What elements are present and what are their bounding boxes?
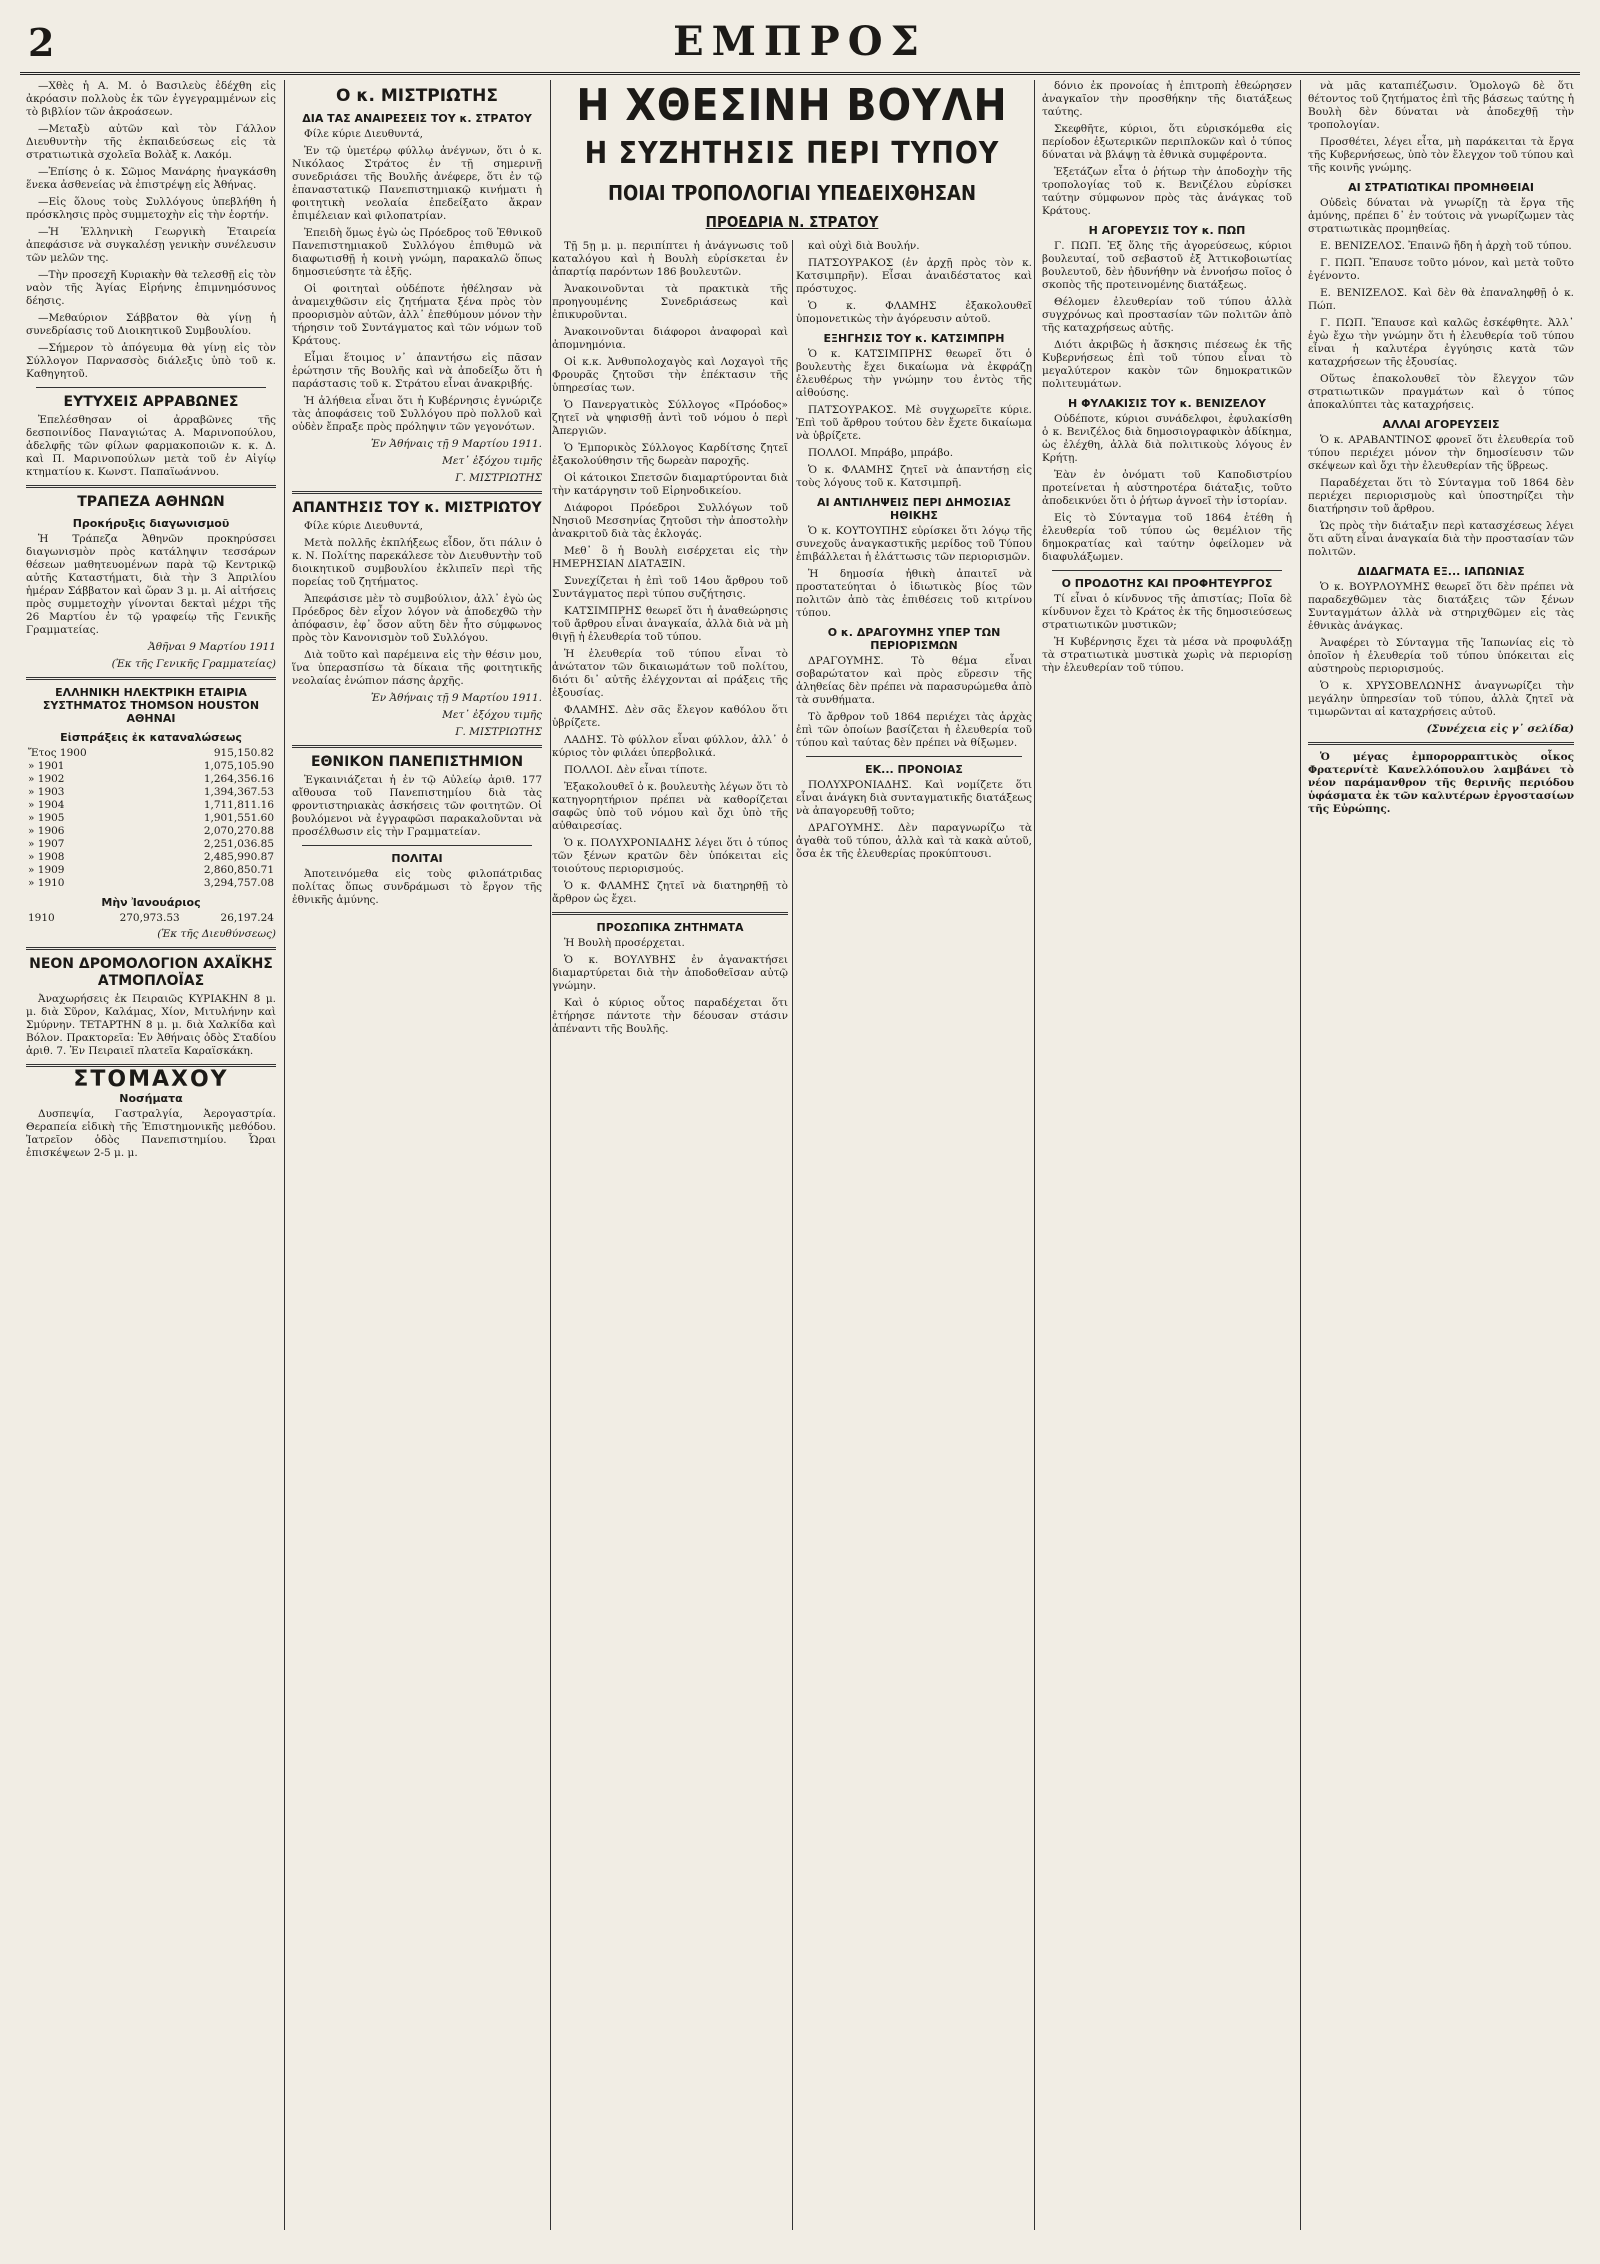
table-cell: 1,264,356.16 (203, 773, 274, 785)
speech-paragraph: Σκεφθῆτε, κύριοι, ὅτι εὑρισκόμεθα εἰς περίοδον ἐξωτερικῶν περιπλοκῶν καὶ ὁ τύπος δύναται νὰ βλάψῃ τὰ ἐθνικὰ συμφέροντα. (1042, 123, 1292, 161)
report-paragraph: Ὁ κ. ΦΛΑΜΗΣ ζητεῖ νὰ διατηρηθῇ τὸ ἄρθρον ὡς ἔχει. (552, 880, 788, 905)
speech-paragraph: Προσθέτει, λέγει εἶτα, μὴ παράκειται τὰ ἔργα τῆς Κυβερνήσεως, ὑπὸ τὸν ἔλεγχον τοῦ τύπου καὶ τῆς κοινῆς γνώμης. (1308, 136, 1574, 174)
electric-subheading: Εἰσπράξεις ἐκ καταναλώσεως (60, 731, 242, 744)
speech-paragraph: Ὁ κ. ΧΡΥΣΟΒΕΛΩΝΗΣ ἀναγνωρίζει τὴν μεγάλην ὑπηρεσίαν τοῦ τύπου, ἀλλὰ ζητεῖ νὰ τιμωρῶνται αἱ καταχρήσεις αὐτοῦ. (1308, 680, 1574, 718)
section-heading: ΑΙ ΑΝΤΙΛΗΨΕΙΣ ΠΕΡΙ ΔΗΜΟΣΙΑΣ ΗΘΙΚΗΣ (816, 496, 1012, 522)
betrothal-heading: ΕΥΤΥΧΕΙΣ ΑΡΡΑΒΩΝΕΣ (63, 394, 239, 410)
table-row (26, 864, 276, 877)
speech-paragraph: Ἀναφέρει τὸ Σύνταγμα τῆς Ἰαπωνίας εἰς τὸ ὁποῖον ἡ ἐλευθερία τοῦ τύπου ὑπόκειται εἰς αὐστηροὺς περιορισμούς. (1308, 637, 1574, 675)
table-cell: » 1902 (28, 773, 65, 785)
stomach-ad-heading: ΣΤΟΜΑΧΟΥ (73, 1067, 229, 1092)
table-row (26, 786, 276, 799)
news-item: —Σήμερον τὸ ἀπόγευμα θὰ γίνῃ εἰς τὸν Σύλλογον Παρνασσὸς διάλεξις ὑπὸ τοῦ κ. Καθηγητοῦ. (26, 342, 276, 380)
news-item: —Τὴν προσεχῆ Κυριακὴν θὰ τελεσθῇ εἰς τὸν ναὸν τῆς Ἁγίας Εἰρήνης ἐπιμνημόσυνος δέησις. (26, 269, 276, 307)
separator (1308, 742, 1574, 745)
speech-paragraph: Οὐδέποτε, κύριοι συνάδελφοι, ἐφυλακίσθη ὁ κ. Βενιζέλος διὰ δημοσιογραφικὸν ἀδίκημα, ὡς ἐλέχθη, ἀλλὰ διὰ πολιτικοὺς λόγους ἐν Κρήτῃ. (1042, 413, 1292, 464)
citizens-heading: ΠΟΛΙΤΑΙ (391, 852, 443, 865)
report-paragraph: καὶ οὐχὶ διὰ Βουλήν. (808, 240, 920, 252)
table-cell: 1910 (28, 912, 55, 924)
reply-signature: Γ. ΜΙΣΤΡΙΩΤΗΣ (455, 726, 542, 738)
main-deck: ΠΟΙΑΙ ΤΡΟΠΟΛΟΓΙΑΙ ΥΠΕΔΕΙΧΘΗΣΑΝ (607, 181, 977, 205)
report-paragraph: Διάφοροι Πρόεδροι Συλλόγων τοῦ Νησιοῦ Μεσσηνίας ζητοῦσι τὴν ἀποστολὴν ἀνακριτοῦ διὰ τὰς ἐκλογάς. (552, 502, 788, 540)
letter-signature: Γ. ΜΙΣΤΡΙΩΤΗΣ (455, 472, 542, 484)
report-paragraph: ΠΟΛΛΟΙ. Μπράβο, μπράβο. (808, 447, 954, 459)
section-heading: Ο κ. ΔΡΑΓΟΥΜΗΣ ΥΠΕΡ ΤΩΝ ΠΕΡΙΟΡΙΣΜΩΝ (827, 626, 1001, 652)
speech-paragraph: δόνιο ἐκ προνοίας ἡ ἐπιτροπὴ ἐθεώρησεν ἀναγκαῖον τὴν προσθήκην τῆς διατάξεως ταύτης. (1042, 80, 1292, 118)
main-subheadline: Η ΣΥΖΗΤΗΣΙΣ ΠΕΡΙ ΤΥΠΟΥ (584, 136, 1000, 171)
separator (552, 912, 788, 915)
column-speeches-continued (1302, 80, 1580, 2230)
report-paragraph: Ἀνακοινοῦνται τὰ πρακτικὰ τῆς προηγουμένης Συνεδριάσεως καὶ ἐπικυροῦνται. (552, 283, 788, 321)
main-subcolumns (552, 240, 1032, 2230)
letter-subheading: ΔΙΑ ΤΑΣ ΑΝΑΙΡΕΣΕΙΣ ΤΟΥ κ. ΣΤΡΑΤΟΥ (302, 112, 532, 125)
speech-paragraph: Διότι ἀκριβῶς ἡ ἄσκησις πιέσεως ἐκ τῆς Κυβερνήσεως ἐπὶ τοῦ τύπου εἶναι τὸ μεγαλύτερον κακὸν τῶν δημοκρατικῶν πολιτευμάτων. (1042, 339, 1292, 390)
bank-heading: ΤΡΑΠΕΖΑ ΑΘΗΝΩΝ (77, 494, 225, 510)
receipts-footer: (Ἐκ τῆς Διευθύνσεως) (157, 928, 276, 940)
steamship-heading: ΝΕΟΝ ΔΡΟΜΟΛΟΓΙΟΝ ΑΧΑΪΚΗΣ ΑΤΜΟΠΛΟΪΑΣ (29, 956, 273, 989)
column-rule (550, 80, 551, 2230)
speech-paragraph: Θέλομεν ἐλευθερίαν τοῦ τύπου ἀλλὰ συγχρόνως καὶ προστασίαν τῶν πολιτῶν ἀπὸ τῆς καταχρήσεως αὐτῆς. (1042, 296, 1292, 334)
report-paragraph: Ὁ κ. ΚΟΥΤΟΥΠΗΣ εὑρίσκει ὅτι λόγῳ τῆς συνεχοῦς ἀναγκαστικῆς μερίδος τοῦ Τύπου ἐπιβάλλεται ἡ ἐλάττωσις τῶν περιορισμῶν. (796, 525, 1032, 563)
report-paragraph: Τῇ 5ῃ μ. μ. περιπίπτει ἡ ἀνάγνωσις τοῦ καταλόγου καὶ ἡ Βουλὴ εὑρίσκεται ἐν ἀπαρτίᾳ παρόντων 186 βουλευτῶν. (552, 240, 788, 278)
letter-heading: Ο κ. ΜΙΣΤΡΙΩΤΗΣ (336, 86, 498, 106)
table-cell: 3,294,757.08 (203, 877, 274, 889)
letter-paragraph: Ἡ ἀλήθεια εἶναι ὅτι ἡ Κυβέρνησις ἐγνώριζε τὰς ἀποφάσεις τοῦ Συλλόγου πρὸ πολλοῦ καὶ οὐδὲν ἔπραξε πρὸς πρόληψιν τῶν γεγονότων. (292, 395, 542, 433)
university-heading: ΕΘΝΙΚΟΝ ΠΑΝΕΠΙΣΤΗΜΙΟΝ (310, 754, 524, 770)
reply-date: Ἐν Ἀθήναις τῇ 9 Μαρτίου 1911. (370, 692, 542, 704)
separator (292, 491, 542, 494)
page-number: 2 (28, 20, 55, 65)
main-presidency: ΠΡΟΕΔΡΙΑ Ν. ΣΤΡΑΤΟΥ (705, 213, 879, 231)
table-cell: » 1901 (28, 760, 65, 772)
university-text: Ἐγκαινιάζεται ἡ ἐν τῷ Αὐλείῳ ἀριθ. 177 αἴθουσα τοῦ Πανεπιστημίου διὰ τὰς φροντιστηριακὰς ἀσκήσεις τῶν φοιτητῶν. Οἱ βουλόμενοι νὰ ἐγγραφῶσι παρακαλοῦνται νὰ προσέλθωσιν εἰς τὴν Γραμματείαν. (292, 774, 542, 838)
letter-paragraph: Οἱ φοιτηταὶ οὐδέποτε ἠθέλησαν νὰ ἀναμειχθῶσιν εἰς ζητήματα ξένα πρὸς τὸν προορισμὸν αὐτῶν, ἀλλ᾽ ἐπεθύμουν μόνον τὴν τήρησιν τοῦ Συντάγματος καὶ τῶν νόμων τοῦ Κράτους. (292, 283, 542, 347)
bank-signature: (Ἐκ τῆς Γενικῆς Γραμματείας) (111, 658, 276, 670)
personal-paragraph: Καὶ ὁ κύριος οὗτος παραδέχεται ὅτι ἐτήρησε πάντοτε τὴν δέουσαν στάσιν ἀπέναντι τῆς Βουλῆς. (552, 997, 788, 1035)
table-cell: 1,075,105.90 (203, 760, 274, 772)
report-paragraph: ΛΑΔΗΣ. Τὸ φύλλον εἶναι φύλλον, ἀλλ᾽ ὁ κύριος τὸν φιλάει ὑπερβολικά. (552, 734, 788, 759)
table-row (26, 747, 276, 760)
report-paragraph: Ὁ Ἐμπορικὸς Σύλλογος Καρδίτσης ζητεῖ ἐξακολούθησιν τῆς δωρεὰν παροχῆς. (552, 442, 788, 467)
table-cell: 915,150.82 (213, 747, 274, 759)
news-item: —Χθὲς ἡ Α. Μ. ὁ Βασιλεὺς ἐδέχθη εἰς ἀκρόασιν πολλοὺς ἐκ τῶν ἐγγεγραμμένων εἰς τὸ βιβλίον τῶν ἀκροάσεων. (26, 80, 276, 118)
personal-paragraph: Ἡ Βουλὴ προσέρχεται. (564, 937, 685, 949)
table-row (26, 799, 276, 812)
separator (302, 845, 532, 846)
section-heading: Ο ΠΡΟΔΟΤΗΣ ΚΑΙ ΠΡΟΦΗΤΕΥΡΓΟΣ (1061, 577, 1273, 590)
report-paragraph: Ἡ ἐλευθερία τοῦ τύπου εἶναι τὸ ἀνώτατον τῶν δικαιωμάτων τοῦ πολίτου, διότι δι᾽ αὐτῆς ἐλέγχονται αἱ πράξεις τῆς ἐξουσίας. (552, 648, 788, 699)
table-row (26, 912, 276, 925)
report-paragraph: Συνεχίζεται ἡ ἐπὶ τοῦ 14ου ἄρθρου τοῦ Συντάγματος περὶ τύπου συζήτησις. (552, 575, 788, 600)
news-item: —Μεταξὺ αὐτῶν καὶ τὸν Γάλλον Διευθυντὴν τῆς ἐκπαιδεύσεως εἰς τὰ στρατιωτικὰ σχολεῖα Βολὰξ κ. Λακόμ. (26, 123, 276, 161)
receipts-table (26, 747, 276, 890)
section-heading: Η ΑΓΟΡΕΥΣΙΣ ΤΟΥ κ. ΠΩΠ (1088, 224, 1246, 237)
section-heading: ΑΛΛΑΙ ΑΓΟΡΕΥΣΕΙΣ (1382, 418, 1500, 431)
separator (26, 485, 276, 488)
main-story (552, 80, 1032, 2230)
columns (20, 80, 1580, 2230)
speech-paragraph: Ὡς πρὸς τὴν διάταξιν περὶ κατασχέσεως λέγει ὅτι αὕτη εἶναι ἀναγκαία διὰ τὴν προστασίαν τῶν πολιτῶν. (1308, 520, 1574, 558)
betrothal-text: Ἐπελέσθησαν οἱ ἀρραβῶνες τῆς δεσποινίδος Παναγιώτας Α. Μαρινοπούλου, ἀδελφῆς τῶν φίλων φαρμακοποιῶν κ. κ. Δ. καὶ Π. Μαρινοπούλων μετὰ τοῦ ἐν Αἰγίῳ κτηματίου κ. Κωνστ. Παπαϊωάννου. (26, 414, 276, 478)
report-paragraph: ΠΟΛΛΟΙ. Δὲν εἶναι τίποτε. (564, 764, 708, 776)
report-paragraph: Οἱ κάτοικοι Σπετσῶν διαμαρτύρονται διὰ τὴν κατάργησιν τοῦ Εἰρηνοδικείου. (552, 472, 788, 497)
newspaper-page (20, 14, 1580, 2230)
table-cell: » 1904 (28, 799, 65, 811)
speech-paragraph: Ε. ΒΕΝΙΖΕΛΟΣ. Καὶ δὲν θὰ ἐπαναληφθῇ ὁ κ. Πώπ. (1308, 287, 1574, 312)
table-cell: » 1906 (28, 825, 65, 837)
section-heading: ΑΙ ΣΤΡΑΤΙΩΤΙΚΑΙ ΠΡΟΜΗΘΕΙΑΙ (1348, 181, 1534, 194)
letter-closing: Μετ᾽ ἐξόχου τιμῆς (442, 455, 542, 467)
speech-paragraph: Εἰς τὸ Σύνταγμα τοῦ 1864 ἐτέθη ἡ ἐλευθερία τοῦ τύπου ὡς θεμέλιον τῆς δημοκρατίας καὶ ταύτην ὀφείλομεν νὰ διαφυλάξωμεν. (1042, 512, 1292, 563)
table-cell: 26,197.24 (220, 912, 274, 924)
letter-greeting: Φίλε κύριε Διευθυντά, (304, 128, 424, 140)
speech-paragraph: Ε. ΒΕΝΙΖΕΛΟΣ. Ἐπαινῶ ἤδη ἡ ἀρχὴ τοῦ τύπου. (1320, 240, 1572, 252)
reply-paragraph: Μετὰ πολλῆς ἐκπλήξεως εἶδον, ὅτι πάλιν ὁ κ. Ν. Πολίτης παρεκάλεσε τὸν Διευθυντὴν τοῦ διοικητικοῦ συμβουλίου ἐκλιπεῖν περὶ τῆς πορείας τοῦ ζητήματος. (292, 537, 542, 588)
table-cell: 1,901,551.60 (203, 812, 274, 824)
stomach-ad-text: Δυσπεψία, Γαστραλγία, Ἀερογαστρία. Θεραπεία εἰδικὴ τῆς Ἐπιστημονικῆς μεθόδου. Ἰατρεῖον ὁδὸς Πανεπιστημίου. Ὧραι ἐπισκέψεων 2-5 μ. μ. (26, 1108, 276, 1159)
speech-paragraph: Τί εἶναι ὁ κίνδυνος τῆς ἀπιστίας; Ποῖα δὲ κίνδυνον ἔχει τὸ Κράτος ἐκ τῆς δημοσιεύσεως στρατιωτικῶν μυστικῶν; (1042, 593, 1292, 631)
report-paragraph: Ὁ κ. ΚΑΤΣΙΜΠΡΗΣ θεωρεῖ ὅτι ὁ βουλευτὴς ἔχει δικαίωμα νὰ ἐκφράζῃ ἐλευθέρως τὴν γνώμην του ἐντὸς τῆς αἰθούσης. (796, 348, 1032, 399)
electric-heading: ΕΛΛΗΝΙΚΗ ΗΛΕΚΤΡΙΚΗ ΕΤΑΙΡΙΑ ΣΥΣΤΗΜΑΤΟΣ THOMSON HOUSTON ΑΘΗΝΑΙ (42, 686, 260, 725)
table-row (26, 760, 276, 773)
speech-paragraph: νὰ μᾶς καταπιέζωσιν. Ὁμολογῶ δὲ ὅτι θέτοντος τοῦ ζητήματος ἐπὶ τῆς βάσεως ταύτης ἡ Βουλὴ δὲν δύναται νὰ ἀποδεχθῇ τὴν τροπολογίαν. (1308, 80, 1574, 131)
separator (26, 947, 276, 950)
news-item: —Ἡ Ἑλληνικὴ Γεωργικὴ Ἑταιρεία ἀπεφάσισε νὰ συγκαλέσῃ γενικὴν συνέλευσιν τῶν μελῶν της. (26, 226, 276, 264)
table-cell: 2,860,850.71 (203, 864, 274, 876)
main-subcolumn-right (796, 240, 1032, 2230)
table-cell: 2,070,270.88 (203, 825, 274, 837)
bank-subheading: Προκήρυξις διαγωνισμοῦ (72, 517, 230, 530)
table-cell: » 1909 (28, 864, 65, 876)
report-paragraph: ΠΟΛΥΧΡΟΝΙΑΔΗΣ. Καὶ νομίζετε ὅτι εἶναι ἀνάγκη διὰ συνταγματικῆς διατάξεως νὰ ἀπαγορευθῇ τοῦτο; (796, 779, 1032, 817)
speech-paragraph: Παραδέχεται ὅτι τὸ Σύνταγμα τοῦ 1864 δὲν περιέχει περιορισμοὺς καὶ ὑποστηρίζει τὴν διατήρησιν τοῦ ἄρθρου. (1308, 477, 1574, 515)
report-paragraph: ΔΡΑΓΟΥΜΗΣ. Δὲν παραγνωρίζω τὰ ἀγαθὰ τοῦ τύπου, ἀλλὰ καὶ τὰ κακὰ αὐτοῦ, ὅσα ἐκ τῆς ἐλευθερίας προκύπτουσι. (796, 822, 1032, 860)
news-item: —Εἰς ὅλους τοὺς Συλλόγους ὑπεβλήθη ἡ πρόσκλησις πρὸς συμμετοχὴν εἰς τὴν ἑορτήν. (26, 196, 276, 221)
table-cell: » 1907 (28, 838, 65, 850)
table-cell: Ἔτος 1900 (28, 747, 87, 759)
separator (26, 677, 276, 680)
table-cell: 2,485,990.87 (203, 851, 274, 863)
speech-paragraph: Ἐὰν ἐν ὀνόματι τοῦ Καποδιστρίου προτείνεται ἡ αὐστηροτέρα διάταξις, τοῦτο ἀποδεικνύει ὅτι ὁ ῥήτωρ ἀγνοεῖ τὴν ἱστορίαν. (1042, 469, 1292, 507)
speech-paragraph: Οὐδεὶς δύναται νὰ γνωρίζῃ τὰ ἔργα τῆς ἀμύνης, πρέπει δ᾽ ἐν τούτοις νὰ γνωρίζωμεν τὰς στρατιωτικὰς προμηθείας. (1308, 197, 1574, 235)
table-cell: » 1910 (28, 877, 65, 889)
separator (292, 745, 542, 748)
receipts-month: Μὴν Ἰανουάριος (101, 896, 201, 909)
speech-paragraph: Γ. ΠΩΠ. Ἔπαυσε καὶ καλῶς ἐσκέφθητε. Ἀλλ᾽ ἐγὼ ἔχω τὴν γνώμην ὅτι ἡ ἐλευθερία τοῦ τύπου εἶναι ἡ καλυτέρα ἐγγύησις κατὰ τῶν καταχρήσεων τῆς ἐξουσίας. (1308, 317, 1574, 368)
report-paragraph: Ὁ κ. ΠΟΛΥΧΡΟΝΙΑΔΗΣ λέγει ὅτι ὁ τύπος τῶν ξένων κρατῶν δὲν ὑπόκειται εἰς τοιούτους περιορισμούς. (552, 837, 788, 875)
reply-paragraph: Ἀπεφάσισε μὲν τὸ συμβούλιον, ἀλλ᾽ ἐγὼ ὡς Πρόεδρος δὲν εἶχον λόγον νὰ ἀποδεχθῶ τὴν ἀπόφασιν, ἐφ᾽ ὅσον αὕτη δὲν ἦτο σύμφωνος πρὸς τὸν Κανονισμὸν τοῦ Συλλόγου. (292, 593, 542, 644)
column-rule (1034, 80, 1035, 2230)
speech-paragraph: Ἡ Κυβέρνησις ἔχει τὰ μέσα νὰ προφυλάξῃ τὰ στρατιωτικὰ μυστικὰ χωρὶς νὰ περιορίσῃ τὴν ἐλευθερίαν τοῦ τύπου. (1042, 636, 1292, 674)
letter-paragraph: Ἐπειδὴ ὅμως ἐγὼ ὡς Πρόεδρος τοῦ Ἐθνικοῦ Πανεπιστημιακοῦ Συλλόγου ἐπιθυμῶ νὰ διαφωτισθῇ ἡ κοινὴ γνώμη, παρακαλῶ ὅπως δημοσιεύσητε τὰ ἑξῆς. (292, 227, 542, 278)
column-letters (286, 80, 548, 2230)
letter-date: Ἐν Ἀθήναις τῇ 9 Μαρτίου 1911. (370, 438, 542, 450)
personal-heading: ΠΡΟΣΩΠΙΚΑ ΖΗΤΗΜΑΤΑ (596, 921, 744, 934)
report-paragraph: Ὁ Πανεργατικὸς Σύλλογος «Πρόοδος» ζητεῖ νὰ ψηφισθῇ ἀντὶ τοῦ νόμου ὁ περὶ Ἀπεργιῶν. (552, 399, 788, 437)
section-heading: Η ΦΥΛΑΚΙΣΙΣ ΤΟΥ κ. ΒΕΝΙΖΕΛΟΥ (1068, 397, 1266, 410)
news-item: —Μεθαύριον Σάββατον θὰ γίνῃ ἡ συνεδρίασις τοῦ Διοικητικοῦ Συμβουλίου. (26, 312, 276, 337)
citizens-text: Ἀποτεινόμεθα εἰς τοὺς φιλοπάτριδας πολίτας ὅπως συνδράμωσι τὸ ἔργον τῆς ἐθνικῆς ἀμύνης. (292, 868, 542, 906)
reply-paragraph: Διὰ τοῦτο καὶ παρέμεινα εἰς τὴν θέσιν μου, ἵνα ὑπερασπίσω τὰ δίκαια τῆς φοιτητικῆς νεολαίας ἐνώπιον πάσης ἀρχῆς. (292, 649, 542, 687)
column-rule (1300, 80, 1301, 2230)
table-cell: 1,711,811.16 (203, 799, 274, 811)
separator (806, 756, 1022, 757)
speech-paragraph: Γ. ΠΩΠ. Ἔπαυσε τοῦτο μόνον, καὶ μετὰ τοῦτο ἐγένοντο. (1308, 257, 1574, 282)
table-cell: » 1903 (28, 786, 65, 798)
section-heading: ΔΙΔΑΓΜΑΤΑ ΕΞ... ΙΑΠΩΝΙΑΣ (1357, 565, 1525, 578)
table-cell: » 1908 (28, 851, 65, 863)
speech-paragraph: Ὁ κ. ΒΟΥΡΛΟΥΜΗΣ θεωρεῖ ὅτι δὲν πρέπει νὰ παραδεχθῶμεν τὰς διατάξεις τῶν ξένων Συνταγμάτων ἀλλὰ νὰ στηριχθῶμεν εἰς τὰς ἐθνικὰς ἀνάγκας. (1308, 581, 1574, 632)
report-paragraph: Ἀνακοινοῦνται διάφοροι ἀναφοραὶ καὶ ἀπομνημόνια. (552, 326, 788, 351)
tailor-ad-text: Ὁ μέγας ἐμπορορραπτικὸς οἶκος Φρατερνίτὲ Κανελλόπουλου λαμβάνει τὸ νέον παράμανθρον τῆς θερινῆς περιόδου ὑφάσματα ἐκ τῶν καλυτέρων ἐργοστασίων τῆς Εὐρώπης. (1308, 751, 1574, 815)
section-heading: ΕΞΗΓΗΣΙΣ ΤΟΥ κ. ΚΑΤΣΙΜΠΡΗ (823, 332, 1005, 345)
report-paragraph: Οἱ κ.κ. Ἀνθυπολοχαγὸς καὶ Λοχαγοὶ τῆς Φρουρᾶς ζητοῦσι τὴν ἐπέκτασιν τῆς ὑπηρεσίας των. (552, 356, 788, 394)
table-row (26, 851, 276, 864)
table-row (26, 877, 276, 890)
report-paragraph: ΔΡΑΓΟΥΜΗΣ. Τὸ θέμα εἶναι σοβαρώτατον καὶ πρὸς εὕρεσιν τῆς ἀληθείας δὲν πρέπει νὰ παρασυρώμεθα ἀπὸ τὰ συνθήματα. (796, 655, 1032, 706)
report-paragraph: Τὸ ἄρθρον τοῦ 1864 περιέχει τὰς ἀρχὰς ἐπὶ τῶν ὁποίων βασίζεται ἡ ἐλευθερία τοῦ τύπου καὶ ταύτας δὲν πρέπει νὰ θίξωμεν. (796, 711, 1032, 749)
report-paragraph: Ὁ κ. ΦΛΑΜΗΣ ἐξακολουθεῖ ὑπομονετικὼς τὴν ἀγόρευσιν αὐτοῦ. (796, 300, 1032, 325)
masthead: ΕΜΠΡΟΣ (673, 18, 927, 65)
reply-heading: ΑΠΑΝΤΗΣΙΣ ΤΟΥ κ. ΜΙΣΤΡΙΩΤΟΥ (292, 500, 542, 516)
stomach-ad-subheading: Νοσήματα (119, 1092, 183, 1105)
speech-paragraph: Οὕτως ἐπακολουθεῖ τὸν ἔλεγχον τῶν στρατιωτικῶν πραγμάτων καὶ ὁ τύπος ἀποκαλύπτει τὰς καταχρήσεις. (1308, 373, 1574, 411)
speech-paragraph: Ἐξετάζων εἶτα ὁ ῥήτωρ τὴν ἀποδοχὴν τῆς τροπολογίας τοῦ κ. Βενιζέλου εὑρίσκει ταύτην σύμφωνον πρὸς τὰς ἀνάγκας τοῦ Κράτους. (1042, 166, 1292, 217)
report-paragraph: Ὁ κ. ΦΛΑΜΗΣ ζητεῖ νὰ ἀπαντήσῃ εἰς τοὺς λόγους τοῦ κ. Κατσιμπρῆ. (796, 464, 1032, 489)
table-cell: 1,394,367.53 (203, 786, 274, 798)
column-news (20, 80, 282, 2230)
personal-paragraph: Ὁ κ. ΒΟΥΛΥΒΗΣ ἐν ἀγανακτήσει διαμαρτύρεται διὰ τὴν ἀποδοθεῖσαν αὐτῷ γνώμην. (552, 954, 788, 992)
column-rule (284, 80, 285, 2230)
table-row (26, 812, 276, 825)
page-header (20, 14, 1580, 75)
reply-greeting: Φίλε κύριε Διευθυντά, (304, 520, 424, 532)
speech-paragraph: Ὁ κ. ΑΡΑΒΑΝΤΙΝΟΣ φρονεῖ ὅτι ἐλευθερία τοῦ τύπου περιέχει μόνον τὴν δημοσίευσιν τῶν σκέψεων καὶ ὄχι τὴν ἐλευθερίαν τῆς ὕβρεως. (1308, 434, 1574, 472)
table-cell: » 1905 (28, 812, 65, 824)
letter-paragraph: Ἐν τῷ ὑμετέρῳ φύλλῳ ἀνέγνων, ὅτι ὁ κ. Νικόλαος Στράτος ἐν τῇ σημερινῇ συνεδριάσει τῆς Βουλῆς ἀνέφερε, ὅτι ἐν τῷ ἐπαναστατικῷ Πανεπιστημιακῷ κινήματι ἡ φοιτητικὴ νεολαία ἐπεδείξατο ἄκραν ἐπιμέλειαν καὶ φιλοπατρίαν. (292, 145, 542, 222)
receipts-january (26, 912, 276, 925)
table-row (26, 825, 276, 838)
separator (1052, 570, 1282, 571)
news-item: —Ἐπίσης ὁ κ. Σῶμος Μανάρης ἠναγκάσθη ἕνεκα ἀσθενείας νὰ ἐπιστρέψῃ εἰς Ἀθήνας. (26, 166, 276, 191)
report-paragraph: Μεθ᾽ ὃ ἡ Βουλὴ εισέρχεται εἰς τὴν ΗΜΕΡΗΣΙΑΝ ΔΙΑΤΑΞΙΝ. (552, 545, 788, 570)
letter-paragraph: Εἶμαι ἕτοιμος ν᾽ ἀπαντήσω εἰς πᾶσαν ἐρώτησιν τῆς Βουλῆς καὶ νὰ ἀποδείξω ὅτι ἡ παράστασις τοῦ κ. Στράτου εἶναι ἀνακριβής. (292, 352, 542, 390)
column-rule (792, 240, 793, 2230)
table-cell: 2,251,036.85 (203, 838, 274, 850)
report-paragraph: ΚΑΤΣΙΜΠΡΗΣ θεωρεῖ ὅτι ἡ ἀναθεώρησις τοῦ ἄρθρου εἶναι ἀναγκαία, ἀλλὰ διὰ νὰ μὴ θιγῇ ἡ ἐλευθερία τοῦ τύπου. (552, 605, 788, 643)
reply-closing: Μετ᾽ ἐξόχου τιμῆς (442, 709, 542, 721)
continued-note: (Συνέχεια εἰς γ᾽ σελίδα) (1426, 723, 1574, 735)
report-paragraph: ΠΑΤΣΟΥΡΑΚΟΣ. Μὲ συγχωρεῖτε κύριε. Ἐπὶ τοῦ ἄρθρου τούτου δὲν ἔχετε δικαίωμα νὰ ὑβρίζετε. (796, 404, 1032, 442)
column-speeches (1036, 80, 1298, 2230)
main-headline: Η ΧΘΕΣΙΝΗ ΒΟΥΛΗ (576, 80, 1008, 131)
steamship-text: Ἀναχωρήσεις ἐκ Πειραιῶς ΚΥΡΙΑΚΗΝ 8 μ. μ. διὰ Σῦρον, Καλάμας, Χίον, Μιτυλήνην καὶ Σμύρνην. ΤΕΤΑΡΤΗΝ 8 μ. μ. διὰ Χαλκίδα καὶ Βόλον. Πρακτορεῖα: Ἐν Ἀθήναις ὁδὸς Σταδίου ἀριθ. 7. Ἐν Πειραιεῖ πλατεῖα Καραϊσκάκη. (26, 993, 276, 1057)
table-cell: 270,973.53 (119, 912, 180, 924)
separator (36, 387, 266, 388)
bank-text: Ἡ Τράπεζα Ἀθηνῶν προκηρύσσει διαγωνισμὸν πρὸς κατάληψιν τεσσάρων θέσεων μαθητευομένων παρὰ τῷ Κεντρικῷ αὐτῆς Καταστήματι, διὰ τὴν 3 Ἀπριλίου ἡμέραν Σάββατον καὶ ὥραν 3 μ. μ. Αἱ αἰτήσεις πρὸς συμμετοχὴν γίνονται δεκταὶ μέχρι τῆς 26 Μαρτίου ἐν τῷ γραφείῳ τῆς Γενικῆς Γραμματείας. (26, 533, 276, 636)
speech-paragraph: Γ. ΠΩΠ. Ἐξ ὅλης τῆς ἀγορεύσεως, κύριοι βουλευταί, τοῦ σεβαστοῦ ἐξ Ἀττικοβοιωτίας βουλευτοῦ, δὲν ἠδυνήθην νὰ ἐννοήσω ποῖος ὁ σκοπὸς τῆς προτεινομένης διατάξεως. (1042, 240, 1292, 291)
main-subcolumn-left (552, 240, 788, 2230)
report-paragraph: ΦΛΑΜΗΣ. Δὲν σᾶς ἔλεγον καθόλου ὅτι ὑβρίζετε. (552, 704, 788, 729)
table-row (26, 773, 276, 786)
table-row (26, 838, 276, 851)
section-heading: ΕΚ... ΠΡΟΝΟΙΑΣ (865, 763, 963, 776)
report-paragraph: Ἡ δημοσία ἠθικὴ ἀπαιτεῖ νὰ προστατεύηται ὁ ἰδιωτικὸς βίος τῶν πολιτῶν ἀπὸ τὰς ἐπιθέσεις τοῦ κιτρίνου τύπου. (796, 568, 1032, 619)
report-paragraph: Ἐξακολουθεῖ ὁ κ. βουλευτὴς λέγων ὅτι τὸ κατηγορητήριον πρέπει νὰ καθορίζεται σαφῶς ὑπὸ τοῦ νόμου καὶ ὄχι ὑπὸ τῆς αὐθαιρεσίας. (552, 781, 788, 832)
bank-date: Ἀθῆναι 9 Μαρτίου 1911 (148, 641, 276, 653)
report-paragraph: ΠΑΤΣΟΥΡΑΚΟΣ (ἐν ἀρχῇ πρὸς τὸν κ. Κατσιμπρῆν). Εἶσαι ἀναιδέστατος καὶ πρόστυχος. (796, 257, 1032, 295)
